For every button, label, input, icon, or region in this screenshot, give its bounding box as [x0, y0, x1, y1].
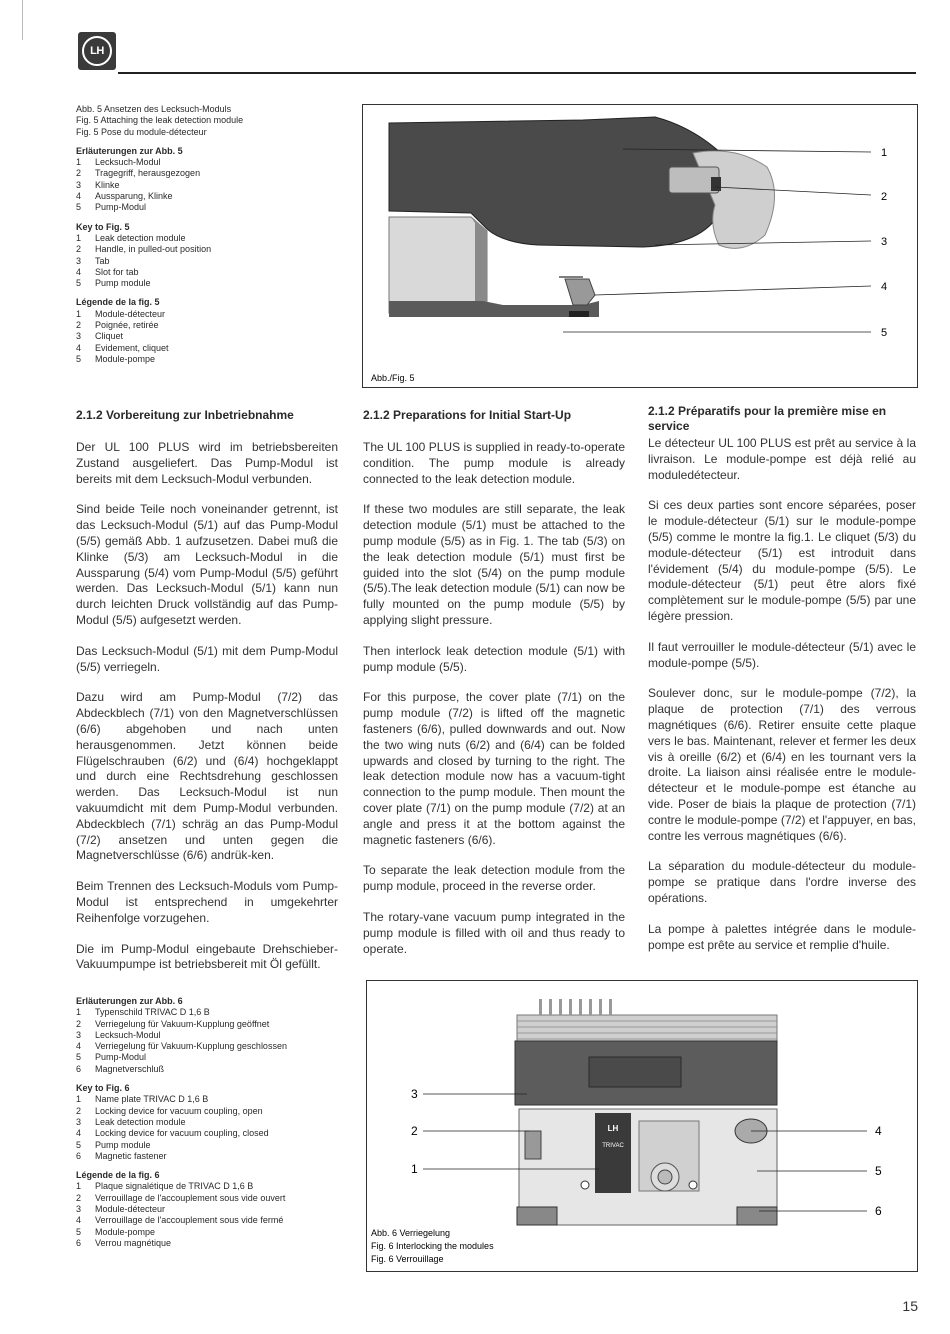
coupling-center — [658, 1170, 672, 1184]
heading-english: 2.1.2 Preparations for Initial Start-Up — [363, 408, 572, 422]
legend-item-number: 2 — [76, 1105, 82, 1116]
legend-item — [76, 1151, 356, 1162]
legend-item — [76, 168, 346, 179]
page-number: 15 — [902, 1298, 918, 1314]
paragraph: The UL 100 PLUS is supplied in ready-to-operate condition. The pump module is already connected to the leak detection module. — [363, 440, 625, 486]
legend-item-text: Locking device for vacuum coupling, open — [95, 1105, 263, 1116]
legend-item-text: Verrou magnétique — [95, 1237, 172, 1248]
legend-item-number: 4 — [76, 1128, 82, 1139]
top-grille — [517, 1015, 777, 1041]
legend-item-text: Tab — [95, 255, 110, 266]
legend-item — [76, 180, 346, 191]
legend-item-number: 5 — [76, 278, 82, 289]
callout-6-2: 2 — [411, 1124, 418, 1138]
legend-item-text: Module-pompe — [95, 353, 156, 364]
logo-ring — [82, 36, 112, 66]
paragraph: Dazu wird am Pump-Modul (7/2) das Abdeckblech (7/1) von den Magnetverschlüssen (6/6) abgehoben und nach unten herausgenommen. Jetzt können beide Flügelschrauben (6/2) und (6/4) hochgeklappt und durch eine Rechtsdrehung geschlossen werden. Das Lecksuch-Modul ist nun vakuumdicht mit dem Pump-Modul verbunden. Abdeckblech (7/1) schräg an das Pump-Modul (7/2) ansetzen und unten gegen die Magnetverschlüsse (6/6) andrük-ken. — [76, 690, 338, 863]
tab — [565, 279, 595, 305]
legend-item-text: Tragegriff, herausgezogen — [95, 168, 201, 179]
figure-6-illustration — [367, 981, 917, 1271]
legend-item-text: Leak detection module — [95, 1116, 186, 1127]
german-body — [76, 440, 338, 973]
legend-item — [76, 1193, 356, 1204]
paragraph: Il faut verrouiller le module-détecteur (5/1) avec le module-pompe (5/5). — [648, 639, 916, 670]
legend-item-number: 6 — [76, 1150, 82, 1161]
legend-item-text: Module-détecteur — [95, 308, 166, 319]
legend-item-text: Klinke — [95, 179, 120, 190]
legend-item — [76, 1007, 356, 1018]
fig6-label-de: Abb. 6 Verriegelung — [371, 1228, 451, 1238]
fig5-caption-block — [76, 104, 346, 365]
legend-item — [76, 244, 346, 255]
legend-item-number: 3 — [76, 255, 82, 266]
leader-4 — [595, 286, 871, 295]
callout-6-6: 6 — [875, 1204, 882, 1218]
plate-logo: LH — [607, 1124, 619, 1133]
plate-text: TRIVAC — [602, 1143, 624, 1149]
legend-item — [76, 320, 346, 331]
legend-item — [76, 1117, 356, 1128]
callout-5-2: 2 — [881, 191, 888, 203]
paragraph: The rotary-vane vacuum pump integrated in the pump module is filled with oil and thus ready to operate. — [363, 909, 625, 956]
legend-item-text: Pump-Modul — [95, 1052, 147, 1063]
fig5-title-line: Fig. 5 Attaching the leak detection module — [76, 115, 244, 126]
legend-item — [76, 1094, 356, 1105]
figure-5-label: Abb./Fig. 5 — [371, 373, 415, 383]
legend-item-number: 4 — [76, 1215, 82, 1226]
paragraph: Le détecteur UL 100 PLUS est prêt au service à la livraison. Le module-pompe est déjà relié au moduledétecteur. — [648, 436, 916, 482]
legend-item — [76, 1204, 356, 1215]
callout-6-3: 3 — [411, 1087, 418, 1101]
legend-item — [76, 233, 346, 244]
legend-item — [76, 191, 346, 202]
callout-6-5: 5 — [875, 1164, 882, 1178]
paragraph: Soulever donc, sur le module-pompe (7/2), la plaque de protection (7/1) des verrous magnétiques (6/6). Retirer ensuite cette plaque vers le bas. Maintenant, relever et fermer les deux vis à oreille (6/2) et (6/4) en les tournant vers la droite. La liaison ainsi réalisée entre le module-détecteur et le module-pompe est étanche au vide. Poser de biais la plaque de protection (7/1) contre le module-pompe (7/2) et l'appuyer, en bas, contre les verrous magnétiques (6/6). — [648, 686, 916, 843]
legend-item-text: Evidement, cliquet — [95, 342, 169, 353]
legend-item-number: 1 — [76, 1094, 82, 1105]
logo-text: LH — [90, 45, 104, 57]
legend-item — [76, 1238, 356, 1249]
legend-item-text: Slot for tab — [95, 266, 139, 277]
handle-knob — [711, 177, 721, 191]
legend-item — [76, 1106, 356, 1117]
legend-item-number: 2 — [76, 320, 82, 331]
paragraph: La séparation du module-détecteur du module-pompe se pratique dans l'ordre inverse des opérations. — [648, 859, 916, 905]
callout-5-1: 1 — [881, 147, 888, 159]
corner-mark — [0, 0, 23, 40]
legend-item — [76, 331, 346, 342]
legend-item-text: Cliquet — [95, 331, 124, 342]
paragraph: If these two modules are still separate, the leak detection module (5/1) must be attached to the pump module (5/5) as in Fig. 1. The tab (5/3) on the leak detection module (5/1) must first be guided into the slot (5/4) on the pump module (5/5).The leak detection module (5/1) can now be fully mounted on the pump module (5/5) by applying slight pressure. — [363, 502, 625, 627]
legend-title: Key to Fig. 5 — [76, 221, 130, 232]
legend-item-number: 6 — [76, 1237, 82, 1248]
paragraph: To separate the leak detection module from the pump module, proceed in the reverse order. — [363, 863, 625, 894]
legend-title: Légende de la fig. 5 — [76, 297, 160, 308]
legend-item-text: Poignée, retirée — [95, 320, 159, 331]
legend-item-text: Pump-Modul — [95, 202, 147, 213]
column-german — [76, 408, 338, 988]
legend-item — [76, 1215, 356, 1226]
legend-item-text: Lecksuch-Modul — [95, 157, 161, 168]
callout-6-4: 4 — [875, 1124, 882, 1138]
legend-item-number: 3 — [76, 1029, 82, 1040]
legend-item-text: Locking device for vacuum coupling, closed — [95, 1128, 269, 1139]
legend-item-text: Magnetverschluß — [95, 1063, 165, 1074]
legend-item-number: 2 — [76, 1192, 82, 1203]
legend-item-number: 5 — [76, 1139, 82, 1150]
column-english — [363, 408, 625, 972]
heading-french: 2.1.2 Préparatifs pour la première mise en service — [648, 404, 887, 433]
legend-item — [76, 354, 346, 365]
legend-item-number: 3 — [76, 331, 82, 342]
magnetic-fastener-left — [517, 1207, 557, 1225]
legend-item-number: 3 — [76, 1204, 82, 1215]
fig6-label-fr: Fig. 6 Verrouillage — [371, 1254, 444, 1264]
legend-title: Légende de la fig. 6 — [76, 1170, 160, 1181]
legend-item-number: 6 — [76, 1063, 82, 1074]
pump-module-base — [389, 301, 599, 317]
legend-item-number: 2 — [76, 1018, 82, 1029]
figure-6 — [366, 980, 918, 1272]
legend-item-number: 5 — [76, 1052, 82, 1063]
legend-item-number: 4 — [76, 266, 82, 277]
legend-item — [76, 278, 346, 289]
legend-item-text: Verriegelung für Vakuum-Kupplung geöffnet — [95, 1018, 270, 1029]
legend-item-number: 1 — [76, 232, 82, 243]
callout-5-4: 4 — [881, 281, 888, 293]
legend-title: Key to Fig. 6 — [76, 1083, 130, 1094]
figure-5 — [362, 104, 918, 388]
legend-item-text: Module-détecteur — [95, 1204, 166, 1215]
legend-item-number: 1 — [76, 308, 82, 319]
legend-item-text: Typenschild TRIVAC D 1,6 B — [95, 1007, 210, 1018]
paragraph: Si ces deux parties sont encore séparées, poser le module-détecteur (5/1) sur le module-pompe (5/5) comme le montre la fig.1. Le cliquet (5/3) du module-détecteur (5/1) est introduit dans l'évidement (5/4) du module-pompe (5/5). Le module-détecteur (5/1) peut être alors fixé complètement sur le module-pompe (5/5) par une légère pression. — [648, 498, 916, 623]
legend-item — [76, 343, 346, 354]
legend-item — [76, 1140, 356, 1151]
legend-item-number: 5 — [76, 353, 82, 364]
legend-item-text: Pump module — [95, 278, 151, 289]
paragraph: Sind beide Teile noch voneinander getrennt, ist das Lecksuch-Modul (5/1) auf das Pump-Modul (5/5) gemäß Abb. 1 aufzusetzen. Dabei muß die Klinke (5/3) am Lecksuch-Modul in die Aussparung (5/4) vom Pump-Modul (5/5) geführt werden. Das Lecksuch-Modul (5/1) kann nun durch leichten Druck vollständig auf das Pump-Modul (5/5) aufgesetzt werden. — [76, 502, 338, 627]
legend-item-text: Handle, in pulled-out position — [95, 244, 212, 255]
legend-item — [76, 1227, 356, 1238]
callout-6-1: 1 — [411, 1162, 418, 1176]
paragraph: Der UL 100 PLUS wird im betriebsbereiten Zustand ausgeliefert. Das Pump-Modul ist bereits mit dem Lecksuch-Modul verbunden. — [76, 440, 338, 486]
legend-item-text: Verriegelung für Vakuum-Kupplung geschlossen — [95, 1041, 287, 1052]
legend-item-text: Magnetic fastener — [95, 1150, 167, 1161]
fig5-title-line: Fig. 5 Pose du module-détecteur — [76, 126, 207, 137]
legend-item-number: 4 — [76, 1041, 82, 1052]
module-recess — [589, 1057, 681, 1087]
leybold-logo — [78, 32, 116, 70]
legend-item-number: 3 — [76, 179, 82, 190]
legend-item-number: 3 — [76, 1116, 82, 1127]
legend-item — [76, 1052, 356, 1063]
magnetic-fastener-right — [737, 1207, 777, 1225]
slot — [569, 311, 589, 317]
fig6-label-en: Fig. 6 Interlocking the modules — [371, 1241, 494, 1251]
fins — [539, 999, 612, 1015]
english-body — [363, 440, 625, 957]
paragraph: For this purpose, the cover plate (7/1) on the pump module (7/2) is lifted off the magnetic fasteners (6/6), pulled downwards and out. Now the two wing nuts (6/2) and (6/4) can be folded upwards and closed by turning to the right. The leak detection module now has a vacuum-tight connection to the pump module. Then mount the cover plate (7/1) on the pump module (7/2) at an angle and press it at the bottom against the magnetic fasteners (6/6). — [363, 690, 625, 847]
legend-item-text: Verrouillage de l'accouplement sous vide fermé — [95, 1215, 284, 1226]
legend-item-number: 1 — [76, 157, 82, 168]
wing-nut-left — [525, 1131, 541, 1159]
paragraph: Die im Pump-Modul eingebaute Drehschieber-Vakuumpumpe ist betriebsbereit mit Öl gefüllt. — [76, 941, 338, 972]
legend-item — [76, 1128, 356, 1139]
legend-item-number: 5 — [76, 202, 82, 213]
paragraph: La pompe à palettes intégrée dans le module-pompe est prête au service et remplie d'huile. — [648, 921, 916, 952]
paragraph: Beim Trennen des Lecksuch-Moduls vom Pump-Modul ist entsprechend in umgekehrter Reihenfolge vorzugehen. — [76, 879, 338, 925]
legend-title: Erläuterungen zur Abb. 6 — [76, 996, 183, 1006]
legend-item — [76, 256, 346, 267]
callout-5-5: 5 — [881, 327, 888, 339]
fig5-title-line: Abb. 5 Ansetzen des Lecksuch-Moduls — [76, 104, 232, 114]
legend-item-number: 5 — [76, 1226, 82, 1237]
header-rule — [118, 72, 916, 74]
paragraph: Das Lecksuch-Modul (5/1) mit dem Pump-Modul (5/5) verriegeln. — [76, 643, 338, 674]
figure-5-illustration — [363, 105, 917, 387]
column-french — [648, 404, 916, 968]
legend-item-text: Plaque signalétique de TRIVAC D 1,6 B — [95, 1181, 254, 1192]
legend-item-number: 4 — [76, 342, 82, 353]
legend-item-number: 1 — [76, 1181, 82, 1192]
legend-item — [76, 1019, 356, 1030]
legend-item-text: Leak detection module — [95, 232, 186, 243]
legend-item-text: Verrouillage de l'accouplement sous vide ouvert — [95, 1192, 286, 1203]
legend-item — [76, 1041, 356, 1052]
legend-item-number: 2 — [76, 244, 82, 255]
legend-item — [76, 309, 346, 320]
legend-title: Erläuterungen zur Abb. 5 — [76, 145, 183, 156]
pump-module-body — [389, 217, 487, 313]
legend-item-number: 1 — [76, 1007, 82, 1018]
legend-item — [76, 202, 346, 213]
heading-german: 2.1.2 Vorbereitung zur Inbetriebnahme — [76, 408, 294, 422]
screw-right — [689, 1181, 697, 1189]
legend-item — [76, 157, 346, 168]
legend-item-text: Lecksuch-Modul — [95, 1029, 161, 1040]
legend-item-number: 4 — [76, 191, 82, 202]
french-body — [648, 436, 916, 953]
leader-3 — [655, 241, 871, 245]
legend-item-text: Module-pompe — [95, 1226, 156, 1237]
legend-item — [76, 1064, 356, 1075]
paragraph: Then interlock leak detection module (5/1) with pump module (5/5). — [363, 643, 625, 674]
legend-item — [76, 1030, 356, 1041]
legend-item-number: 2 — [76, 168, 82, 179]
callout-5-3: 3 — [881, 236, 888, 248]
legend-item-text: Aussparung, Klinke — [95, 191, 173, 202]
legend-item-text: Name plate TRIVAC D 1,6 B — [95, 1094, 209, 1105]
legend-item-text: Pump module — [95, 1139, 151, 1150]
legend-item — [76, 267, 346, 278]
fig6-caption-block — [76, 996, 356, 1249]
legend-item — [76, 1181, 356, 1192]
screw-left — [581, 1181, 589, 1189]
